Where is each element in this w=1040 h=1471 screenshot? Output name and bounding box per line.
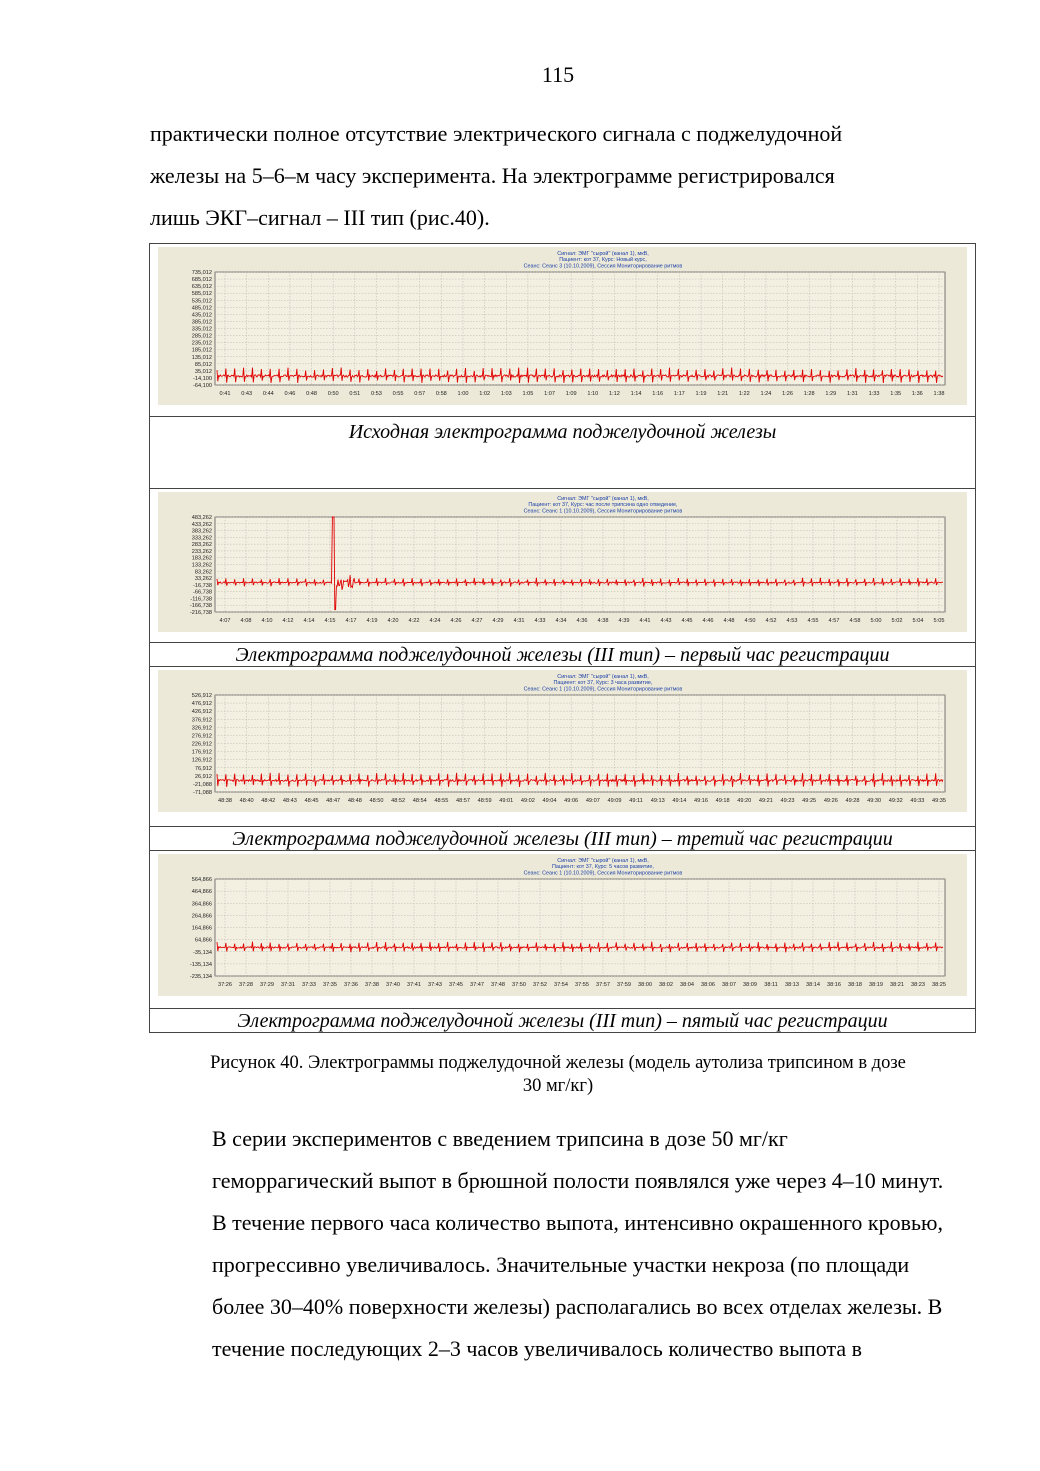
paragraph-line: В течение первого часа количество выпота, интенсивно окрашенного кровью, <box>212 1210 943 1235</box>
x-tick-label: 38:00 <box>638 982 652 988</box>
y-tick-label: 326,912 <box>191 725 212 732</box>
x-tick-label: 4:48 <box>723 618 735 624</box>
x-tick-label: 49:21 <box>758 798 773 804</box>
x-tick-label: 49:35 <box>932 798 946 804</box>
x-tick-label: 4:07 <box>219 618 231 624</box>
x-tick-label: 4:33 <box>534 618 546 624</box>
x-tick-label: 0:50 <box>327 391 339 397</box>
x-tick-label: 4:36 <box>576 618 588 624</box>
x-tick-label: 38:18 <box>848 982 862 988</box>
x-tick-label: 4:58 <box>849 618 861 624</box>
paragraph-line: лишь ЭКГ–сигнал – III тип (рис.40). <box>150 205 490 230</box>
x-tick-label: 49:32 <box>888 798 903 804</box>
paragraph-line: более 30–40% поверхности железы) располагались во всех отделах железы. В <box>212 1294 943 1319</box>
panel-caption-2: Электрограмма поджелудочной железы (III тип) – первый час регистрации <box>235 644 890 666</box>
x-tick-label: 37:31 <box>281 982 295 988</box>
x-tick-label: 49:26 <box>823 798 838 804</box>
x-tick-label: 48:52 <box>391 798 406 804</box>
panel-caption-3: Электрограмма поджелудочной железы (III тип) – третий час регистрации <box>232 828 893 850</box>
x-tick-label: 4:34 <box>555 618 567 624</box>
x-tick-label: 4:43 <box>660 618 672 624</box>
chart-row-1 <box>150 244 975 417</box>
y-tick-label: 85,012 <box>194 361 212 368</box>
y-tick-label: 585,012 <box>191 291 212 298</box>
chart-header-text: Пациент: кот 37, Курс: 5 часов развитие, <box>552 864 654 871</box>
x-tick-label: 48:42 <box>261 798 276 804</box>
electrogram-svg-4 <box>158 854 967 996</box>
figure-caption <box>150 1052 966 1098</box>
y-tick-label: -235,134 <box>189 974 212 980</box>
chart-header-text: Сеанс: Сеанс 1 (10.10.2009), Сессия Мониторирование ритмов <box>523 686 683 693</box>
x-tick-label: 38:23 <box>911 982 925 988</box>
y-tick-label: -216,738 <box>189 610 212 616</box>
x-tick-label: 1:22 <box>738 391 750 397</box>
x-tick-label: 0:51 <box>349 391 361 397</box>
y-tick-label: 635,012 <box>191 284 212 291</box>
x-tick-label: 38:04 <box>680 982 694 988</box>
y-tick-label: 164,866 <box>191 925 212 932</box>
electrogram-svg-1 <box>158 247 967 405</box>
x-tick-label: 37:47 <box>470 982 484 988</box>
x-tick-label: 49:20 <box>737 798 752 804</box>
paragraph-line: геморрагический выпот в брюшной полости появлялся уже через 4–10 минут. <box>212 1168 944 1193</box>
y-tick-label: 183,262 <box>191 555 212 562</box>
x-tick-label: 48:57 <box>456 798 470 804</box>
x-tick-label: 0:57 <box>414 391 426 397</box>
x-tick-label: 1:10 <box>587 391 599 397</box>
x-tick-label: 37:48 <box>491 982 505 988</box>
x-tick-label: 37:35 <box>323 982 337 988</box>
x-tick-label: 38:16 <box>827 982 841 988</box>
paragraph-line: прогрессивно увеличивалось. Значительные участки некроза (по площади <box>212 1252 910 1277</box>
y-tick-label: 276,912 <box>191 733 212 740</box>
y-tick-label: -135,134 <box>189 961 212 968</box>
y-tick-label: 433,262 <box>191 521 212 528</box>
x-tick-label: 37:59 <box>617 982 631 988</box>
x-tick-label: 37:45 <box>449 982 463 988</box>
x-tick-label: 37:55 <box>575 982 589 988</box>
figure-caption-line: 30 мг/кг) <box>522 1076 594 1096</box>
chart-header-text: Пациент: кот 37, Курс: Новый курс, <box>559 257 647 264</box>
x-tick-label: 5:04 <box>912 618 924 624</box>
x-tick-label: 4:26 <box>450 618 462 624</box>
x-tick-label: 49:23 <box>780 798 795 804</box>
x-tick-label: 0:48 <box>306 391 317 397</box>
x-tick-label: 38:07 <box>722 982 736 988</box>
x-tick-label: 4:53 <box>786 618 798 624</box>
page-number: 115 <box>541 62 575 87</box>
x-tick-label: 4:52 <box>765 618 777 624</box>
x-tick-label: 49:04 <box>542 798 557 804</box>
x-tick-label: 1:24 <box>760 391 772 397</box>
chart-header-text: Сигнал: ЭМГ "сырой" (канал 1), мкВ, <box>557 251 649 257</box>
y-tick-label: 526,912 <box>191 693 212 699</box>
x-tick-label: 38:19 <box>869 982 883 988</box>
x-tick-label: 49:14 <box>672 798 687 804</box>
caption-row-1 <box>150 417 975 489</box>
y-tick-label: 385,012 <box>191 319 212 326</box>
y-tick-label: 33,262 <box>194 576 212 583</box>
x-tick-label: 4:17 <box>345 618 357 624</box>
x-tick-label: 1:31 <box>847 391 858 397</box>
x-tick-label: 48:38 <box>218 798 232 804</box>
x-tick-label: 4:27 <box>471 618 483 624</box>
y-tick-label: 364,866 <box>191 901 212 908</box>
x-tick-label: 49:06 <box>564 798 579 804</box>
y-tick-label: 135,012 <box>191 354 212 361</box>
x-tick-label: 0:44 <box>262 391 274 397</box>
x-tick-label: 4:12 <box>282 618 294 624</box>
x-tick-label: 48:54 <box>412 798 427 804</box>
x-tick-label: 5:05 <box>933 618 945 624</box>
x-tick-label: 1:35 <box>890 391 902 397</box>
y-tick-label: -16,738 <box>193 582 212 589</box>
x-tick-label: 37:41 <box>407 982 421 988</box>
x-tick-label: 5:02 <box>891 618 903 624</box>
electrogram-svg-3 <box>158 670 967 812</box>
paragraph-1 <box>150 113 966 239</box>
chart-row-3 <box>150 667 975 827</box>
chart-header-text: Сигнал: ЭМГ "сырой" (канал 1), мкВ, <box>557 496 649 502</box>
x-tick-label: 49:18 <box>715 798 730 804</box>
x-tick-label: 4:24 <box>429 618 441 624</box>
chart-header-text: Пациент: кот 37, Курс: час после трипсина одно отведение, <box>528 502 678 509</box>
y-tick-label: 185,012 <box>191 347 212 354</box>
x-tick-label: 4:41 <box>639 618 651 624</box>
x-tick-label: 0:58 <box>435 391 447 397</box>
x-tick-label: 48:48 <box>347 798 362 804</box>
chart-header-text: Сигнал: ЭМГ "сырой" (канал 1), мкВ, <box>557 674 649 680</box>
x-tick-label: 1:09 <box>565 391 577 397</box>
x-tick-label: 1:21 <box>717 391 729 397</box>
y-tick-label: 35,012 <box>194 368 212 375</box>
x-tick-label: 1:07 <box>544 391 555 397</box>
y-tick-label: 76,912 <box>194 765 212 772</box>
x-tick-label: 49:33 <box>910 798 925 804</box>
x-tick-label: 37:40 <box>386 982 400 988</box>
x-tick-label: 1:12 <box>609 391 620 397</box>
x-tick-label: 37:54 <box>554 982 568 988</box>
y-tick-label: 83,262 <box>194 569 212 576</box>
x-tick-label: 37:38 <box>365 982 379 988</box>
panel-caption-4: Электрограмма поджелудочной железы (III тип) – пятый час регистрации <box>237 1010 888 1032</box>
x-tick-label: 48:50 <box>369 798 384 804</box>
x-tick-label: 0:53 <box>371 391 382 397</box>
x-tick-label: 38:14 <box>806 982 820 988</box>
y-tick-label: 685,012 <box>191 277 212 284</box>
y-tick-label: 133,262 <box>191 562 212 569</box>
chart-header-text: Сигнал: ЭМГ "сырой" (канал 1), мкВ, <box>557 858 649 864</box>
y-tick-label: 735,012 <box>191 270 212 276</box>
panel-caption-1: Исходная электрограмма поджелудочной железы <box>348 421 777 443</box>
x-tick-label: 49:07 <box>585 798 600 804</box>
y-tick-label: 333,262 <box>191 535 212 542</box>
figure-table <box>149 243 976 1033</box>
x-tick-label: 0:41 <box>219 391 231 397</box>
x-tick-label: 1:26 <box>782 391 793 397</box>
x-tick-label: 4:20 <box>387 618 399 624</box>
y-tick-label: 335,012 <box>191 326 212 333</box>
x-tick-label: 4:22 <box>408 618 420 624</box>
paragraph-line: В серии экспериментов с введением трипсина в дозе 50 мг/кг <box>212 1126 788 1151</box>
x-tick-label: 37:29 <box>260 982 274 988</box>
y-tick-label: -14,100 <box>193 375 212 382</box>
x-tick-label: 49:13 <box>650 798 665 804</box>
x-tick-label: 38:11 <box>764 982 778 988</box>
x-tick-label: 48:59 <box>477 798 492 804</box>
x-tick-label: 5:00 <box>870 618 882 624</box>
x-tick-label: 49:01 <box>499 798 514 804</box>
x-tick-label: 1:05 <box>522 391 534 397</box>
y-tick-label: -166,738 <box>189 603 212 610</box>
x-tick-label: 49:16 <box>694 798 708 804</box>
x-tick-label: 1:29 <box>825 391 837 397</box>
paragraph-2 <box>150 1118 966 1370</box>
x-tick-label: 1:00 <box>457 391 469 397</box>
x-tick-label: 1:28 <box>803 391 815 397</box>
y-tick-label: -21,088 <box>193 781 212 788</box>
x-tick-label: 37:26 <box>218 982 232 988</box>
x-tick-label: 4:57 <box>828 618 840 624</box>
x-tick-label: 1:33 <box>868 391 880 397</box>
y-tick-label: 264,866 <box>191 913 212 920</box>
x-tick-label: 0:43 <box>241 391 253 397</box>
caption-row-2 <box>150 643 975 667</box>
y-tick-label: 464,866 <box>191 889 212 896</box>
y-tick-label: 383,262 <box>191 528 212 535</box>
x-tick-label: 4:38 <box>597 618 609 624</box>
x-tick-label: 49:25 <box>802 798 817 804</box>
y-tick-label: 435,012 <box>191 312 212 319</box>
x-tick-label: 49:09 <box>607 798 622 804</box>
x-tick-label: 37:52 <box>533 982 547 988</box>
chart-header-text: Пациент: кот 37, Курс: 3 часа развитие, <box>553 680 653 687</box>
chart-header-text: Сеанс: Сеанс 1 (10.10.2009), Сессия Мониторирование ритмов <box>523 508 683 515</box>
y-tick-label: 176,912 <box>191 749 212 756</box>
chart-header-text: Сеанс: Сеанс 3 (10.10.2009), Сессия Мониторирование ритмов <box>523 263 683 270</box>
y-tick-label: 283,262 <box>191 542 212 549</box>
x-tick-label: 37:50 <box>512 982 526 988</box>
y-tick-label: 64,866 <box>194 937 212 944</box>
electrogram-chart-4 <box>158 854 967 996</box>
x-tick-label: 48:40 <box>239 798 254 804</box>
y-tick-label: 376,912 <box>191 717 212 724</box>
y-tick-label: -64,100 <box>193 383 212 389</box>
x-tick-label: 1:02 <box>479 391 491 397</box>
x-tick-label: 37:33 <box>302 982 316 988</box>
x-tick-label: 0:55 <box>392 391 404 397</box>
x-tick-label: 1:14 <box>630 391 642 397</box>
x-tick-label: 4:31 <box>513 618 525 624</box>
y-tick-label: 483,262 <box>191 515 212 521</box>
y-tick-label: 235,012 <box>191 340 212 347</box>
y-tick-label: 564,866 <box>191 877 212 883</box>
x-tick-label: 38:25 <box>932 982 946 988</box>
x-tick-label: 49:28 <box>845 798 860 804</box>
x-tick-label: 48:43 <box>282 798 297 804</box>
x-tick-label: 1:36 <box>911 391 923 397</box>
x-tick-label: 49:02 <box>520 798 535 804</box>
x-tick-label: 38:13 <box>785 982 799 988</box>
x-tick-label: 4:15 <box>324 618 336 624</box>
x-tick-label: 49:11 <box>629 798 643 804</box>
chart-header-text: Сеанс: Сеанс 1 (10.10.2009), Сессия Мониторирование ритмов <box>523 870 683 877</box>
electrogram-chart-2 <box>158 492 967 632</box>
chart-row-4 <box>150 851 975 1009</box>
x-tick-label: 37:57 <box>596 982 610 988</box>
y-tick-label: -35,134 <box>193 949 212 956</box>
x-tick-label: 4:50 <box>744 618 756 624</box>
x-tick-label: 49:30 <box>867 798 882 804</box>
electrogram-chart-1 <box>158 247 967 405</box>
x-tick-label: 4:08 <box>240 618 252 624</box>
x-tick-label: 1:03 <box>500 391 512 397</box>
paragraph-line: течение последующих 2–3 часов увеличивалось количество выпота в <box>212 1336 863 1361</box>
y-tick-label: -71,088 <box>193 790 212 796</box>
x-tick-label: 48:47 <box>326 798 341 804</box>
y-tick-label: 26,912 <box>194 773 212 780</box>
x-tick-label: 4:46 <box>702 618 714 624</box>
x-tick-label: 4:45 <box>681 618 693 624</box>
y-tick-label: -116,738 <box>190 596 212 603</box>
x-tick-label: 4:39 <box>618 618 630 624</box>
y-tick-label: -66,738 <box>193 589 212 596</box>
x-tick-label: 1:38 <box>933 391 945 397</box>
caption-row-4 <box>150 1009 975 1033</box>
x-tick-label: 4:55 <box>807 618 819 624</box>
electrogram-svg-2 <box>158 492 967 632</box>
x-tick-label: 1:19 <box>695 391 707 397</box>
y-tick-label: 535,012 <box>191 298 212 305</box>
x-tick-label: 4:14 <box>303 618 315 624</box>
paragraph-line: практически полное отсутствие электрического сигнала с поджелудочной <box>150 121 843 146</box>
x-tick-label: 38:02 <box>659 982 673 988</box>
x-tick-label: 38:09 <box>743 982 757 988</box>
chart-row-2 <box>150 489 975 643</box>
x-tick-label: 48:45 <box>304 798 319 804</box>
y-tick-label: 226,912 <box>191 741 212 748</box>
x-tick-label: 37:43 <box>428 982 442 988</box>
x-tick-label: 37:36 <box>344 982 358 988</box>
x-tick-label: 1:17 <box>673 391 685 397</box>
x-tick-label: 38:06 <box>701 982 715 988</box>
x-tick-label: 4:19 <box>366 618 378 624</box>
caption-row-3 <box>150 827 975 851</box>
y-tick-label: 485,012 <box>191 305 212 312</box>
x-tick-label: 38:21 <box>890 982 904 988</box>
x-tick-label: 48:55 <box>434 798 449 804</box>
x-tick-label: 4:29 <box>492 618 504 624</box>
y-tick-label: 476,912 <box>191 701 212 708</box>
figure-caption-line: Рисунок 40. Электрограммы поджелудочной железы (модель аутолиза трипсином в дозе <box>210 1053 906 1073</box>
x-tick-label: 4:10 <box>261 618 273 624</box>
x-tick-label: 0:46 <box>284 391 296 397</box>
x-tick-label: 1:16 <box>652 391 664 397</box>
x-tick-label: 37:28 <box>239 982 253 988</box>
y-tick-label: 426,912 <box>191 709 212 716</box>
y-tick-label: 285,012 <box>191 333 212 340</box>
paragraph-line: железы на 5–6–м часу эксперимента. На электрограмме регистрировался <box>150 163 835 188</box>
electrogram-chart-3 <box>158 670 967 812</box>
y-tick-label: 233,262 <box>191 548 212 555</box>
y-tick-label: 126,912 <box>191 757 212 764</box>
